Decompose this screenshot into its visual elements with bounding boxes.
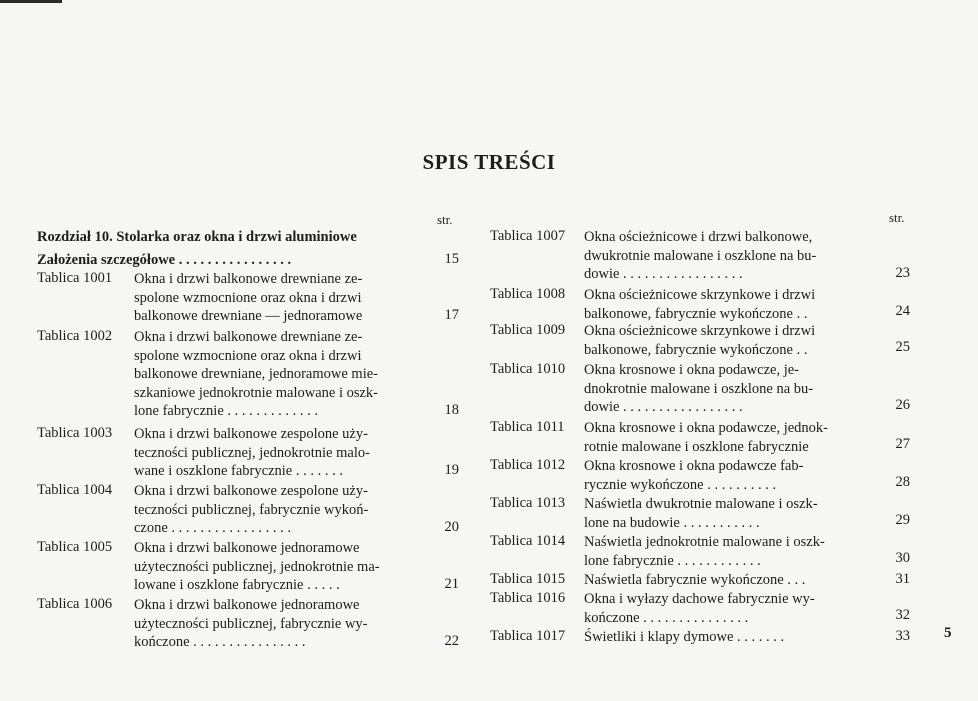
- entry-line: Okna i wyłazy dachowe fabrycznie wy-: [584, 591, 815, 607]
- entry-line: Naświetla dwukrotnie malowane i oszk-: [584, 496, 818, 512]
- entry-line: lone fabrycznie . . . . . . . . . . . .: [584, 552, 761, 569]
- entry-page: 15: [444, 251, 459, 267]
- entry-line: Okna ościeżnicowe skrzynkowe i drzwi: [584, 287, 816, 303]
- entry-label: Tablica 1002: [37, 328, 113, 344]
- entry-label: Tablica 1011: [490, 419, 565, 435]
- page-title: SPIS TREŚCI: [422, 150, 556, 174]
- entry-line: dowie . . . . . . . . . . . . . . . . .: [584, 266, 743, 282]
- entry-line: użyteczności publicznej, jednokrotnie ma-: [134, 558, 380, 575]
- entry-line: użyteczności publicznej, fabrycznie wy-: [134, 615, 368, 632]
- entry-page: 28: [895, 474, 910, 490]
- entry-page: 32: [895, 607, 910, 623]
- entry-label: Tablica 1008: [490, 286, 566, 302]
- entry-label: Tablica 1004: [37, 482, 113, 498]
- entry-page: 20: [444, 519, 459, 535]
- entry-page: 25: [895, 339, 910, 355]
- entry-page: 27: [895, 436, 910, 452]
- entry-line: Okna i drzwi balkonowe jednoramowe: [134, 597, 360, 613]
- entry-label: Tablica 1003: [37, 425, 113, 441]
- toc-left-column: [37, 0, 467, 701]
- entry-label: Tablica 1014: [490, 533, 566, 549]
- entry-line: balkonowe drewniane, jednoramowe mie-: [134, 366, 378, 382]
- entry-line: Naświetla fabrycznie wykończone . . .: [584, 572, 806, 588]
- entry-line: dnokrotnie malowane i oszklone na bu-: [584, 380, 814, 397]
- entry-line: Okna ościeżnicowe i drzwi balkonowe,: [584, 229, 813, 245]
- entry-line: teczności publicznej, jednokrotnie malo-: [134, 444, 370, 461]
- entry-label: Tablica 1013: [490, 495, 566, 511]
- entry-line: lone fabrycznie . . . . . . . . . . . . .: [134, 403, 319, 419]
- entry-line: lowane i oszklone fabrycznie . . . . .: [134, 577, 340, 593]
- entry-line: Okna i drzwi balkonowe zespolone uży-: [134, 426, 368, 442]
- toc-right-column: [490, 0, 920, 701]
- entry-page: 23: [895, 265, 910, 281]
- entry-line: Okna krosnowe i okna podawcze fab-: [584, 458, 804, 474]
- entry-page: 21: [444, 576, 459, 592]
- entry-line: Okna i drzwi balkonowe drewniane ze-: [134, 329, 363, 345]
- entry-line: Świetliki i klapy dymowe . . . . . . .: [584, 629, 785, 645]
- entry-label: Tablica 1016: [490, 590, 566, 606]
- entry-line: balkonowe, fabrycznie wykończone . .: [584, 341, 808, 358]
- entry-page: 18: [444, 402, 459, 418]
- entry-page: 19: [444, 462, 459, 478]
- entry-page: 31: [895, 571, 910, 587]
- entry-line: Okna krosnowe i okna podawcze, je-: [584, 362, 800, 378]
- entry-label: Tablica 1012: [490, 457, 566, 473]
- entry-line: rycznie wykończone . . . . . . . . . .: [584, 476, 777, 493]
- entry-label: Tablica 1010: [490, 361, 566, 377]
- entry-line: dwukrotnie malowane i oszklone na bu-: [584, 247, 817, 264]
- entry-line: czone . . . . . . . . . . . . . . . . .: [134, 520, 292, 536]
- entry-label: Tablica 1009: [490, 322, 566, 338]
- entry-line: kończone . . . . . . . . . . . . . . . .: [134, 634, 306, 650]
- entry-page: 33: [895, 628, 910, 644]
- page-column-header-right: str.: [889, 210, 905, 225]
- entry-line: balkonowe, fabrycznie wykończone . .: [584, 305, 808, 322]
- entry-line: Okna i drzwi balkonowe zespolone uży-: [134, 483, 368, 499]
- entry-line: spolone wzmocnione oraz okna i drzwi: [134, 289, 362, 306]
- entry-page: 24: [895, 303, 910, 319]
- entry-label: Tablica 1015: [490, 571, 566, 587]
- entry-label: Tablica 1006: [37, 596, 113, 612]
- entry-line: spolone wzmocnione oraz okna i drzwi: [134, 347, 362, 364]
- entry-page: 26: [895, 397, 910, 413]
- entry-page: 29: [895, 512, 910, 528]
- entry-line: szkaniowe jednokrotnie malowane i oszk-: [134, 384, 379, 401]
- entry-label: Tablica 1007: [490, 228, 566, 244]
- entry-line: wane i oszklone fabrycznie . . . . . . .: [134, 463, 343, 479]
- entry-label: Tablica 1001: [37, 270, 113, 286]
- entry-line: Okna ościeżnicowe skrzynkowe i drzwi: [584, 323, 816, 339]
- page-number: 5: [944, 625, 952, 641]
- entry-label: Tablica 1005: [37, 539, 113, 555]
- entry-line: teczności publicznej, fabrycznie wykoń-: [134, 501, 369, 518]
- entry-label: Tablica 1017: [490, 628, 566, 644]
- entry-line: balkonowe drewniane — jednoramowe: [134, 308, 363, 324]
- entry-line: Okna i drzwi balkonowe drewniane ze-: [134, 271, 363, 287]
- entry-line: Założenia szczegółowe . . . . . . . . . . . . . . . .: [37, 252, 292, 268]
- entry-line: lone na budowie . . . . . . . . . . .: [584, 514, 760, 531]
- entry-line: dowie . . . . . . . . . . . . . . . . .: [584, 399, 743, 415]
- entry-line: Naświetla jednokrotnie malowane i oszk-: [584, 534, 825, 550]
- chapter-heading: Rozdział 10. Stolarka oraz okna i drzwi aluminiowe: [37, 229, 357, 245]
- entry-page: 22: [444, 633, 459, 649]
- entry-page: 30: [895, 550, 910, 566]
- entry-line: Okna krosnowe i okna podawcze, jednok-: [584, 420, 829, 436]
- page-column-header-left: str.: [437, 212, 453, 227]
- entry-line: kończone . . . . . . . . . . . . . . .: [584, 609, 749, 626]
- entry-line: rotnie malowane i oszklone fabrycznie: [584, 438, 809, 455]
- entry-page: 17: [444, 307, 459, 323]
- entry-line: Okna i drzwi balkonowe jednoramowe: [134, 540, 360, 556]
